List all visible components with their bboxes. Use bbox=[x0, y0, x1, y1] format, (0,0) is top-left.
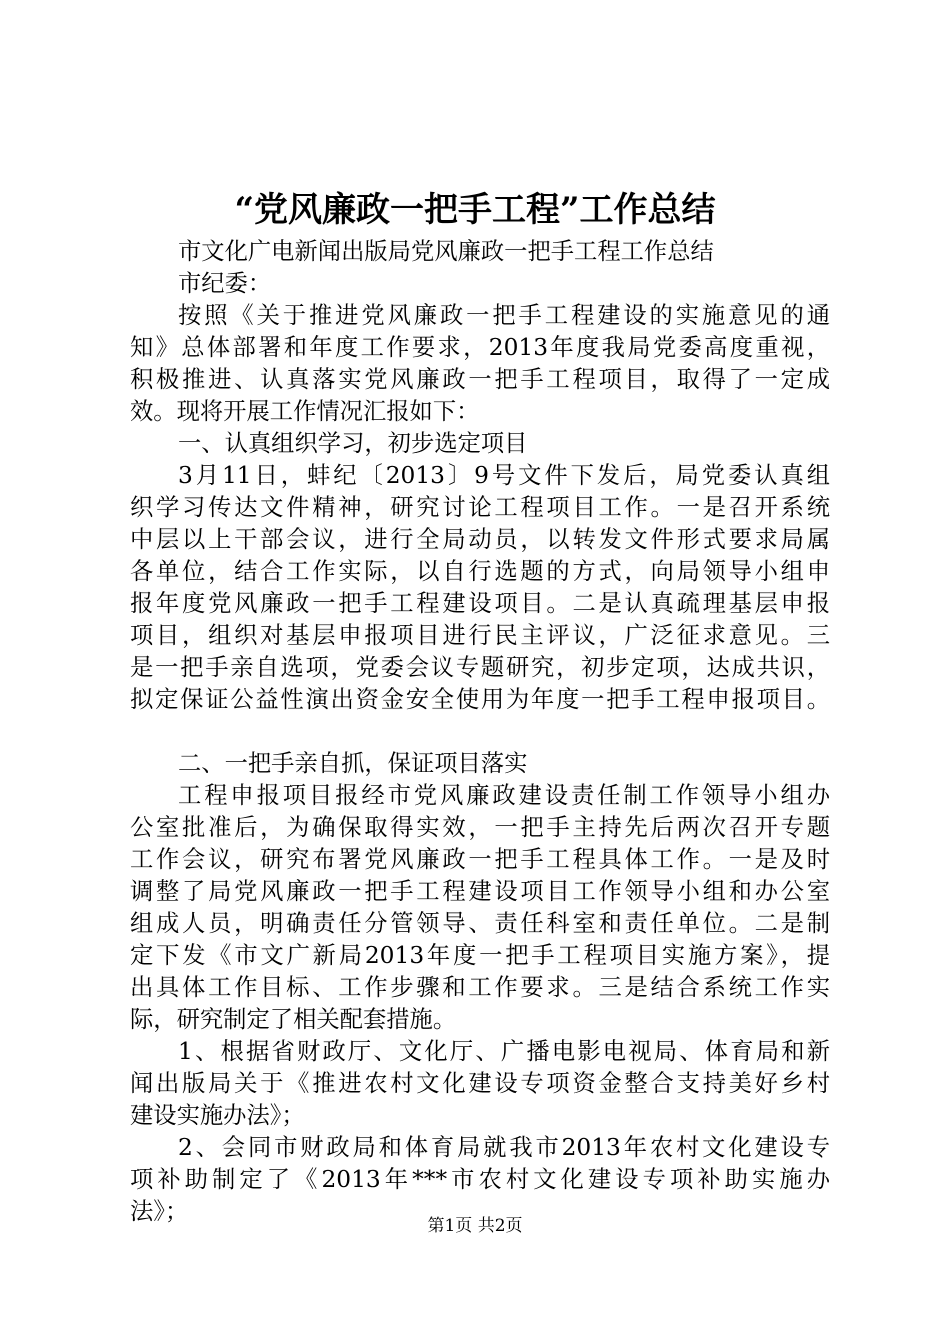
list-item-line: 建设实施办法》； bbox=[130, 1102, 305, 1129]
intro-line: 知》总体部署和年度工作要求，2013年度我局党委高度重视， bbox=[130, 334, 830, 361]
list-item-line: 闻出版局关于《推进农村文化建设专项资金整合支持美好乡村 bbox=[130, 1070, 830, 1097]
paragraph-line: 中层以上干部会议，进行全局动员，以转发文件形式要求局属 bbox=[130, 526, 830, 553]
paragraph-line: 3月11日，蚌纪〔2013〕9号文件下发后，局党委认真组 bbox=[178, 462, 830, 489]
list-item-line: 项补助制定了《2013年***市农村文化建设专项补助实施办 bbox=[130, 1166, 830, 1193]
subtitle: 市文化广电新闻出版局党风廉政一把手工程工作总结 bbox=[178, 238, 714, 265]
paragraph-line: 调整了局党风廉政一把手工程建设项目工作领导小组和办公室 bbox=[130, 878, 830, 905]
paragraph-line: 各单位，结合工作实际，以自行选题的方式，向局领导小组申 bbox=[130, 558, 830, 585]
paragraph-line: 定下发《市文广新局2013年度一把手工程项目实施方案》，提 bbox=[130, 942, 830, 969]
paragraph-line: 际，研究制定了相关配套措施。 bbox=[130, 1006, 457, 1033]
paragraph-line: 织学习传达文件精神，研究讨论工程项目工作。一是召开系统 bbox=[130, 494, 830, 521]
paragraph-line: 项目，组织对基层申报项目进行民主评议，广泛征求意见。三 bbox=[130, 622, 830, 649]
paragraph-spacer bbox=[130, 716, 830, 748]
paragraph-line: 拟定保证公益性演出资金安全使用为年度一把手工程申报项目。 bbox=[130, 686, 830, 713]
paragraph-line: 出具体工作目标、工作步骤和工作要求。三是结合系统工作实 bbox=[130, 974, 830, 1001]
intro-line: 积极推进、认真落实党风廉政一把手工程项目，取得了一定成 bbox=[130, 366, 830, 393]
intro-line: 效。现将开展工作情况汇报如下： bbox=[130, 398, 480, 425]
list-item-line: 2、会同市财政局和体育局就我市2013年农村文化建设专 bbox=[178, 1134, 830, 1161]
intro-line: 按照《关于推进党风廉政一把手工程建设的实施意见的通 bbox=[178, 302, 830, 329]
addressee: 市纪委： bbox=[178, 270, 272, 297]
paragraph-line: 工作会议，研究布署党风廉政一把手工程具体工作。一是及时 bbox=[130, 846, 830, 873]
paragraph-line: 是一把手亲自选项，党委会议专题研究，初步定项，达成共识， bbox=[130, 654, 830, 681]
section-heading: 一、认真组织学习，初步选定项目 bbox=[178, 430, 528, 457]
paragraph-line: 组成人员，明确责任分管领导、责任科室和责任单位。二是制 bbox=[130, 910, 830, 937]
list-item-line: 1、根据省财政厅、文化厅、广播电影电视局、体育局和新 bbox=[178, 1038, 830, 1065]
document-body bbox=[130, 236, 830, 1228]
list-item-line: 法》； bbox=[130, 1198, 189, 1225]
paragraph-line: 工程申报项目报经市党风廉政建设责任制工作领导小组办 bbox=[178, 782, 830, 809]
paragraph-line: 公室批准后，为确保取得实效，一把手主持先后两次召开专题 bbox=[130, 814, 830, 841]
document-title: “党风廉政一把手工程”工作总结 bbox=[234, 190, 716, 230]
section-heading: 二、一把手亲自抓，保证项目落实 bbox=[178, 750, 528, 777]
paragraph-line: 报年度党风廉政一把手工程建设项目。二是认真疏理基层申报 bbox=[130, 590, 830, 617]
page-indicator: 第1页 共2页 bbox=[427, 1216, 523, 1236]
